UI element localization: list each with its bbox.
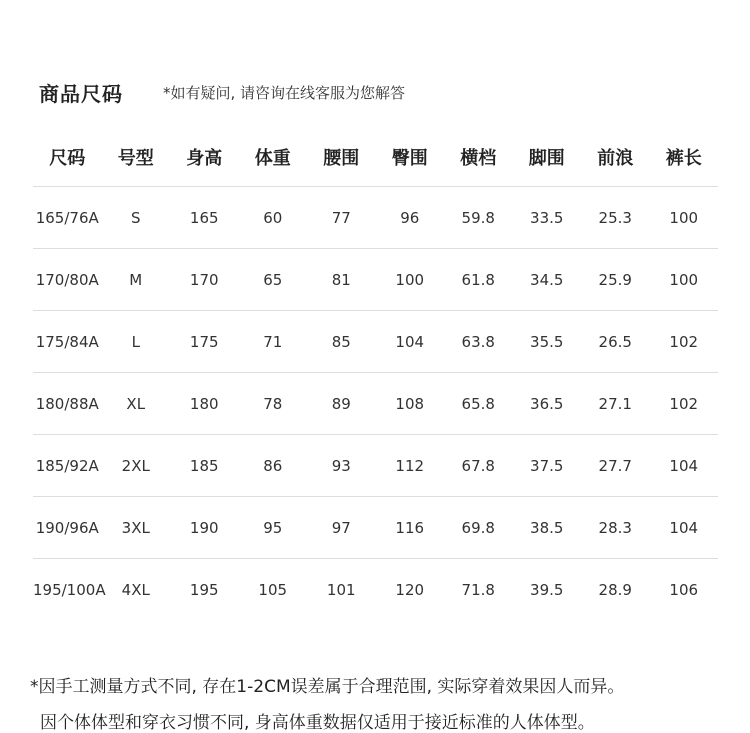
cell-hip: 100 [376, 249, 445, 311]
cell-front-rise: 25.3 [581, 187, 650, 249]
cell-hip: 108 [376, 373, 445, 435]
cell-waist: 81 [307, 249, 376, 311]
cell-hip: 112 [376, 435, 445, 497]
table-row [33, 497, 718, 559]
cell-thigh: 69.8 [444, 497, 513, 559]
column-header-length: 裤长 [650, 128, 719, 187]
column-header-front-rise: 前浪 [581, 128, 650, 187]
cell-front-rise: 27.1 [581, 373, 650, 435]
table-body [33, 187, 718, 621]
column-header-waist: 腰围 [307, 128, 376, 187]
cell-size: 185/92A [33, 435, 102, 497]
cell-height: 180 [170, 373, 239, 435]
cell-weight: 78 [239, 373, 308, 435]
cell-front-rise: 28.9 [598, 580, 632, 599]
footnote-body-type: 因个体体型和穿衣习惯不同, 身高体重数据仅适用于接近标准的人体体型。 [40, 713, 595, 733]
cell-waist: 89 [307, 373, 376, 435]
cell-weight: 60 [239, 187, 308, 249]
cell-hem: 39.5 [530, 580, 564, 599]
column-header-size: 尺码 [33, 128, 102, 187]
table-row [33, 311, 718, 373]
cell-thigh: 65.8 [444, 373, 513, 435]
cell-weight: 86 [239, 435, 308, 497]
cell-model: 3XL [102, 497, 171, 559]
cell-hip: 104 [376, 311, 445, 373]
cell-model: XL [102, 373, 171, 435]
cell-hem: 37.5 [513, 435, 582, 497]
cell-hip: 116 [376, 497, 445, 559]
size-chart-header [39, 76, 405, 108]
cell-length: 100 [650, 187, 719, 249]
cell-size: 195/100A [33, 580, 106, 599]
cell-hem: 38.5 [513, 497, 582, 559]
cell-front-rise: 26.5 [581, 311, 650, 373]
cell-model: M [102, 249, 171, 311]
cell-height: 190 [170, 497, 239, 559]
cell-weight: 71 [239, 311, 308, 373]
cell-model: 4XL [121, 580, 150, 599]
cell-weight: 95 [239, 497, 308, 559]
cell-waist: 101 [326, 580, 356, 599]
cell-hip: 96 [376, 187, 445, 249]
cell-thigh: 59.8 [444, 187, 513, 249]
cell-size: 165/76A [33, 187, 102, 249]
cell-height: 195 [189, 580, 219, 599]
column-header-hem: 脚围 [513, 128, 582, 187]
cell-height: 185 [170, 435, 239, 497]
cell-size: 170/80A [33, 249, 102, 311]
cell-hem: 34.5 [513, 249, 582, 311]
cell-length: 102 [650, 311, 719, 373]
cell-hem: 33.5 [513, 187, 582, 249]
cell-height: 170 [170, 249, 239, 311]
cell-weight: 65 [239, 249, 308, 311]
column-header-hip: 臀围 [376, 128, 445, 187]
cell-front-rise: 25.9 [581, 249, 650, 311]
cell-weight: 105 [258, 580, 288, 599]
cell-size: 190/96A [33, 497, 102, 559]
page-title: 商品尺码 [39, 81, 123, 106]
column-header-height: 身高 [170, 128, 239, 187]
cell-size: 180/88A [33, 373, 102, 435]
cell-thigh: 67.8 [444, 435, 513, 497]
cell-length: 104 [650, 497, 719, 559]
cell-hip: 120 [395, 580, 425, 599]
cell-length: 102 [650, 373, 719, 435]
table-row [33, 187, 718, 249]
cell-waist: 97 [307, 497, 376, 559]
cell-model: 2XL [102, 435, 171, 497]
column-header-weight: 体重 [239, 128, 308, 187]
cell-height: 165 [170, 187, 239, 249]
column-header-model: 号型 [102, 128, 171, 187]
table-row [33, 249, 718, 311]
cell-thigh: 71.8 [461, 580, 495, 599]
cell-thigh: 61.8 [444, 249, 513, 311]
cell-hem: 35.5 [513, 311, 582, 373]
cell-waist: 85 [307, 311, 376, 373]
cell-model: S [102, 187, 171, 249]
table-row [33, 435, 718, 497]
cell-hem: 36.5 [513, 373, 582, 435]
cell-size: 175/84A [33, 311, 102, 373]
table-row [33, 373, 718, 435]
cell-thigh: 63.8 [444, 311, 513, 373]
cell-length: 106 [669, 580, 699, 599]
cell-waist: 77 [307, 187, 376, 249]
cell-front-rise: 27.7 [581, 435, 650, 497]
cell-model: L [102, 311, 171, 373]
cell-length: 104 [650, 435, 719, 497]
size-table [33, 128, 718, 620]
footnote-measurement: *因手工测量方式不同, 存在1-2CM误差属于合理范围, 实际穿着效果因人而异。 [30, 677, 625, 697]
column-header-thigh: 横档 [444, 128, 513, 187]
table-row [33, 559, 718, 621]
cell-length: 100 [650, 249, 719, 311]
cell-waist: 93 [307, 435, 376, 497]
table-header-row [33, 128, 718, 187]
cell-front-rise: 28.3 [581, 497, 650, 559]
help-note: *如有疑问, 请咨询在线客服为您解答 [163, 83, 406, 102]
cell-height: 175 [170, 311, 239, 373]
